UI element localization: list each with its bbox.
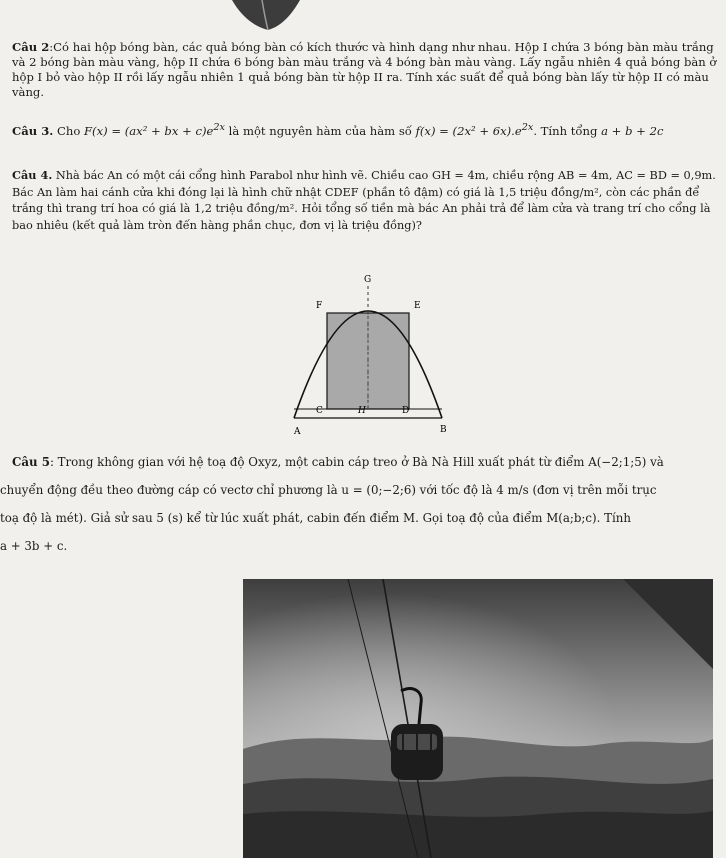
label-e: E — [414, 301, 421, 311]
label-b: B — [440, 425, 447, 435]
cable-car-photo — [243, 579, 713, 858]
label-g: G — [364, 275, 372, 285]
parabola-gate-figure — [280, 258, 470, 438]
question-5: Câu 5: Trong không gian với hệ toạ độ Oxyz, một cabin cáp treo ở Bà Nà Hill xuất phát từ điểm A(−2;1;5) và chuyển động đều theo đường cáp có vectơ chỉ phương là u = (0;−2;6) với tốc độ là 4 m/s (đơn vị trên mỗi trục toạ độ là mét). Giả sử sau 5 (s) kể từ lúc xuất phát, cabin đến điểm M. Gọi toạ độ của điểm M(a;b;c). Tính a + 3b + c. — [0, 455, 664, 553]
label-h: H — [358, 406, 366, 416]
top-image-fragment — [0, 0, 726, 34]
label-f: F — [316, 301, 323, 311]
question-2: Câu 2:Có hai hộp bóng bàn, các quả bóng bàn có kích thước và hình dạng như nhau. Hộp I chứa 3 bóng bàn màu trắng và 2 bóng bàn màu vàng, hộp II chứa 6 bóng bàn màu trắng và 4 bóng bàn màu vàng. Lấy ngẫu nhiên 4 quả bóng bàn ở hộp I bỏ vào hộp II rồi lấy ngẫu nhiên 1 quả bóng bàn từ hộp II ra. Tính xác suất để quả bóng bàn lấy từ hộp II có màu vàng. — [12, 40, 717, 99]
question-4: Câu 4. Nhà bác An có một cái cổng hình Parabol như hình vẽ. Chiều cao GH = 4m, chiều rộng AB = 4m, AC = BD = 0,9m. Bác An làm hai cánh cửa khi đóng lại là hình chữ nhật CDEF (phần tô đậm) có giá là 1,5 triệu đồng/m², còn các phần để trắng thì trang trí hoa có giá là 1,2 triệu đồng/m². Hỏi tổng số tiền mà bác An phải trả để làm cửa và trang trí cho cổng là bao nhiêu (kết quả làm tròn đến hàng phần chục, đơn vị là triệu đồng)? — [12, 168, 716, 232]
label-d: D — [402, 406, 410, 416]
cable-car-cabin — [391, 724, 443, 780]
label-a: A — [294, 427, 301, 437]
label-c: C — [316, 406, 323, 416]
question-3: Câu 3. Cho F(x) = (ax² + bx + $c)e^{2x}$ là một nguyên hàm của hàm số $f(x) = (2x^2 + 6x).e^{2x}$. Tính tổng a + b + 2c — [12, 122, 664, 138]
